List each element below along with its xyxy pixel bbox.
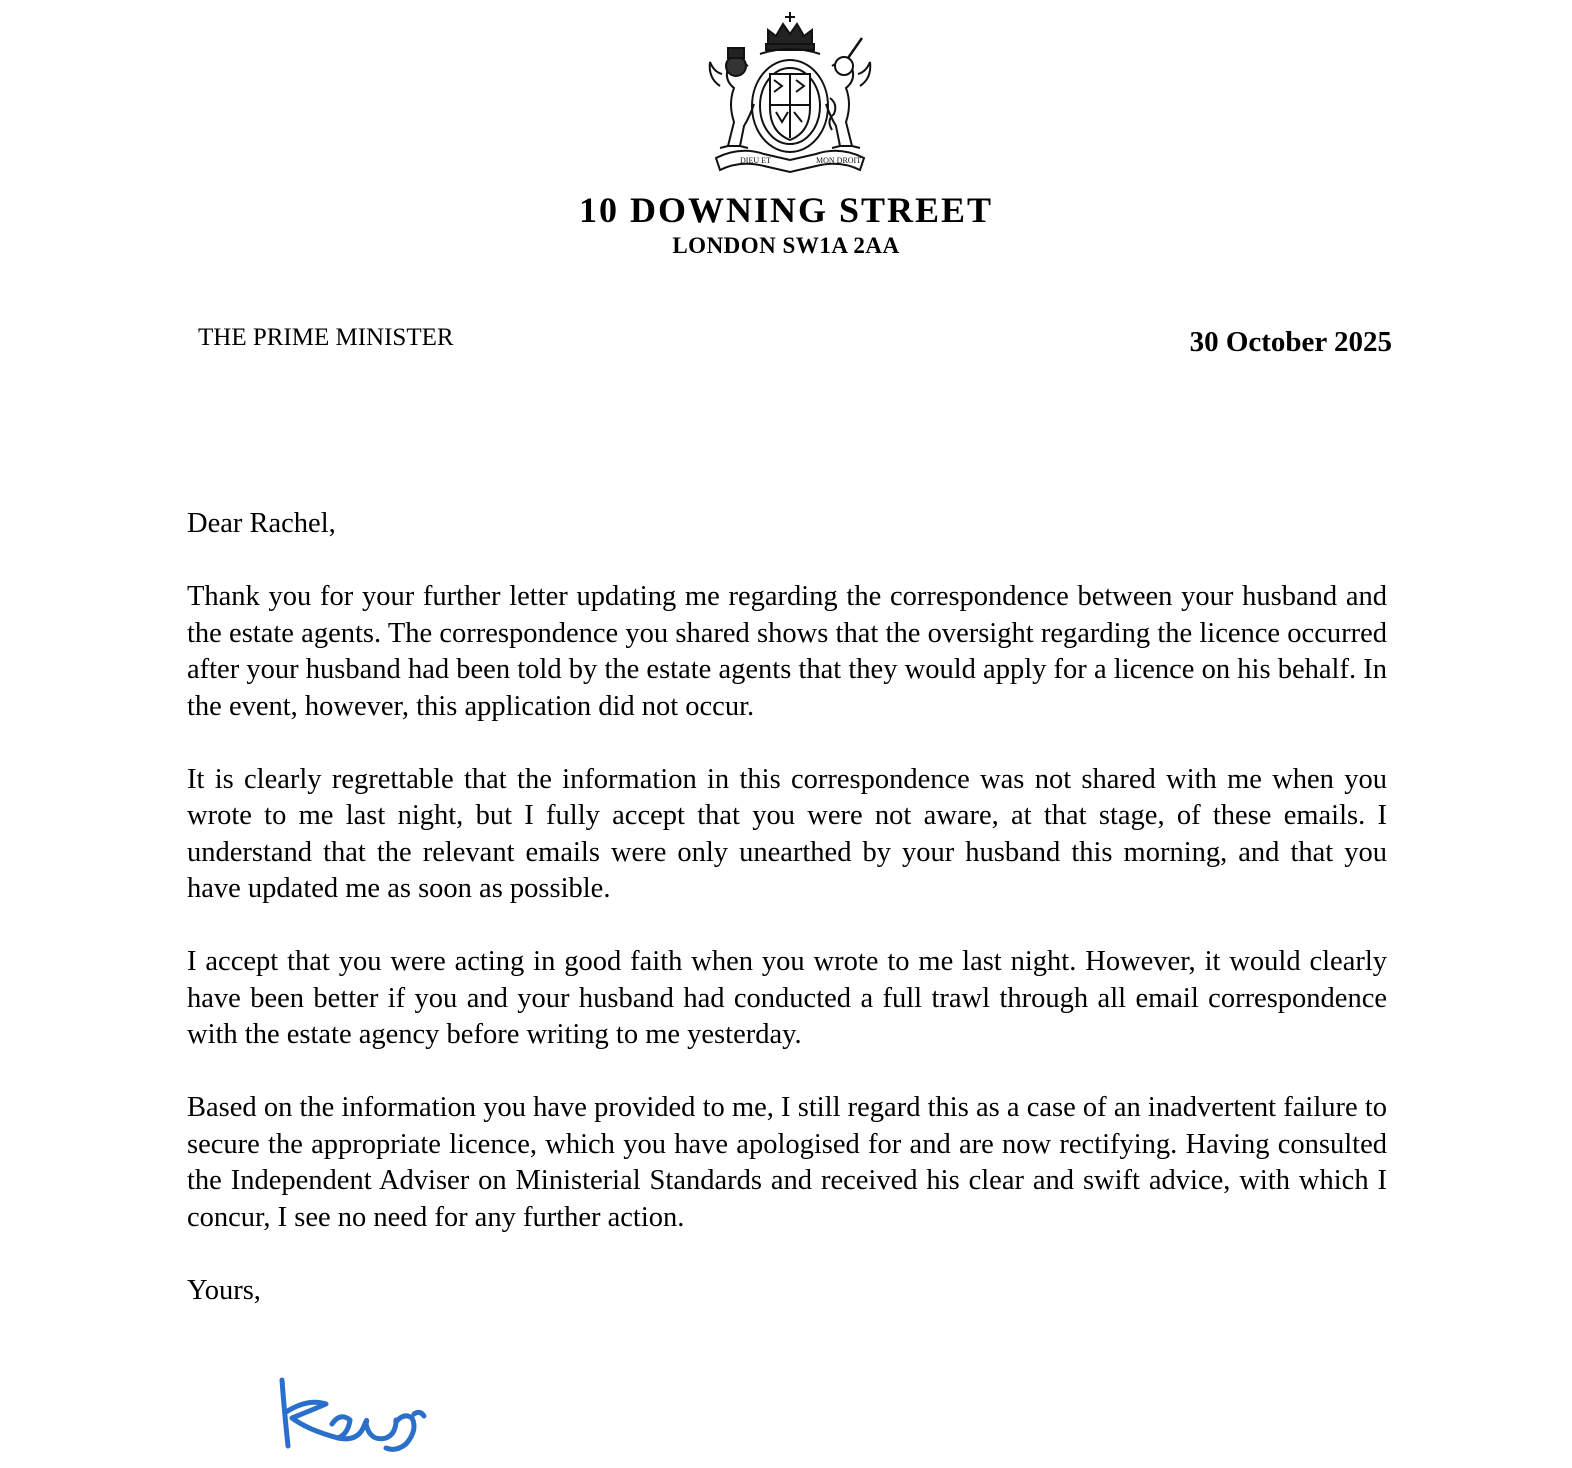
- salutation: Dear Rachel,: [187, 508, 336, 539]
- royal-crest-icon: [690, 8, 890, 176]
- letter-paragraph: Thank you for your further letter updating me regarding the correspondence between your husband and the estate agents. The correspondence you shared shows that the oversight regarding the licence occurred after your husband had been told by the estate agents that they would apply for a licence on his behalf. In the event, however, this application did not occur.: [187, 581, 1387, 722]
- letter-paragraph: It is clearly regrettable that the information in this correspondence was not shared with me when you wrote to me last night, but I fully accept that you were not aware, at that stage, of these emails. I understand that the relevant emails were only unearthed by your husband this morning, and that you have updated me as soon as possible.: [187, 763, 1387, 904]
- letter-body: [187, 506, 1387, 1346]
- crest-motto-left: DIEU ET: [740, 156, 771, 165]
- closing: Yours,: [187, 1274, 261, 1306]
- letterhead-address-line2: LONDON SW1A 2AA: [672, 233, 900, 258]
- letterhead-address-line1: 10 DOWNING STREET: [578, 190, 994, 230]
- letter-paragraph: I accept that you were acting in good faith when you wrote to me last night. However, it would clearly have been better if you and your husband had conducted a full trawl through all email correspondence with the estate agency before writing to me yesterday.: [187, 946, 1387, 1050]
- letter-paragraph: Based on the information you have provided to me, I still regard this as a case of an inadvertent failure to secure the appropriate licence, which you have apologised for and are now rectifying. Having consulted the Independent Adviser on Ministerial Standards and received his clear and swift advice, with which I concur, I see no need for any further action.: [187, 1092, 1387, 1233]
- crest-motto-right: MON DROIT: [816, 156, 862, 165]
- letter-date: 30 October 2025: [1189, 326, 1392, 358]
- handwritten-signature-icon: [268, 1368, 438, 1458]
- sender-office: THE PRIME MINISTER: [198, 324, 454, 351]
